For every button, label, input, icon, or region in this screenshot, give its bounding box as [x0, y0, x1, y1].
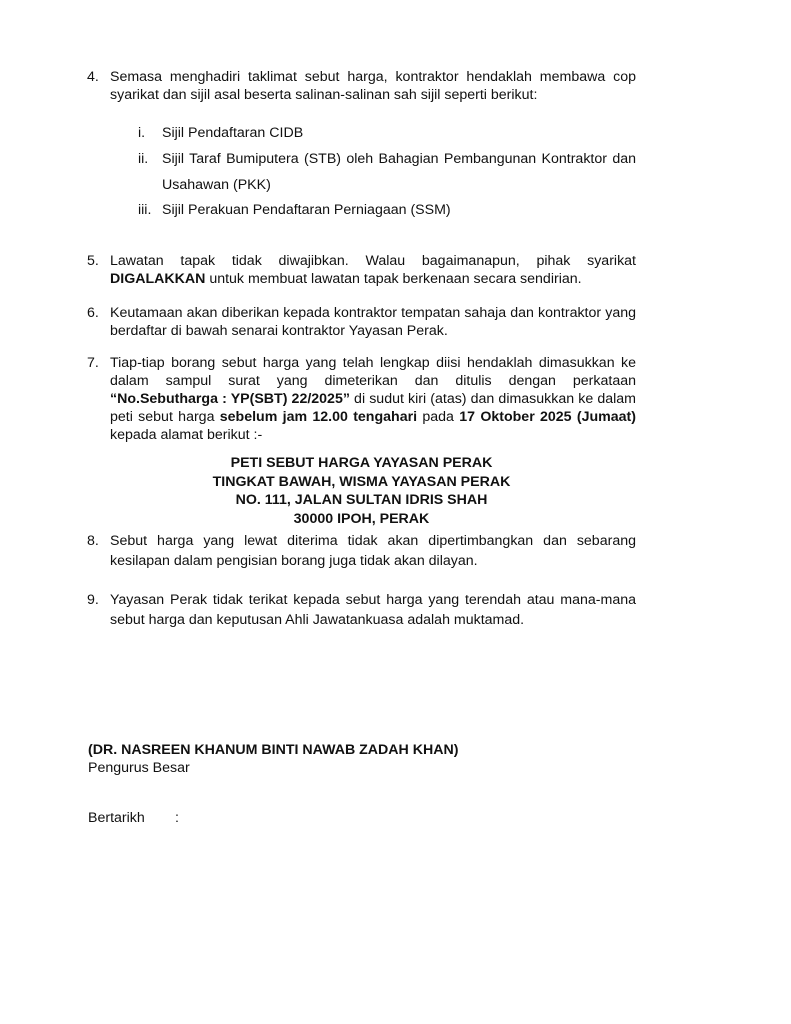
text-run: pada [417, 409, 460, 425]
signatory-name: (DR. NASREEN KHANUM BINTI NAWAB ZADAH KHAN) [88, 742, 459, 758]
signatory-title: Pengurus Besar [88, 760, 190, 776]
clause-text: Keutamaan akan diberikan kepada kontraktor tempatan sahaja dan kontraktor yang berdaftar di bawah senarai kontraktor Yayasan Perak. [110, 305, 636, 339]
address-line: PETI SEBUT HARGA YAYASAN PERAK [230, 455, 493, 471]
address-line: NO. 111, JALAN SULTAN IDRIS SHAH [235, 492, 488, 508]
subitem-text: Sijil Taraf Bumiputera (STB) oleh Bahagian Pembangunan Kontraktor dan Usahawan (PKK) [162, 151, 636, 193]
text-run: kepada alamat berikut :- [110, 427, 263, 443]
deadline-date: 17 Oktober 2025 (Jumaat) [459, 409, 636, 425]
subitem-number: ii. [138, 151, 149, 167]
deadline-time: sebelum jam 12.00 tengahari [219, 409, 418, 425]
clause-text [110, 354, 636, 444]
subitem-text: Sijil Perakuan Pendaftaran Perniagaan (SSM) [162, 202, 451, 218]
clause-8 [87, 531, 636, 571]
subitem-2 [138, 147, 636, 199]
clause-5 [87, 252, 636, 288]
clause-9 [87, 590, 636, 630]
clause-4 [87, 68, 636, 104]
address-line: 30000 IPOH, PERAK [293, 510, 430, 527]
subitem-3 [138, 198, 636, 224]
clause-number: 8. [87, 533, 99, 549]
clause-text: Sebut harga yang lewat diterima tidak akan dipertimbangkan dan sebarang kesilapan dalam pengisian borang juga tidak akan dilayan. [110, 533, 636, 569]
clause-text: Semasa menghadiri taklimat sebut harga, kontraktor hendaklah membawa cop syarikat dan sijil asal beserta salinan-salinan sah sijil seperti berikut: [110, 69, 636, 103]
address-line: TINGKAT BAWAH, WISMA YAYASAN PERAK [212, 473, 511, 490]
clause-text [110, 252, 636, 288]
emphasis-text: DIGALAKKAN [110, 271, 206, 287]
clause-number: 4. [87, 69, 99, 85]
text-run: untuk membuat lawatan tapak berkenaan secara sendirian. [205, 271, 582, 287]
text-run: di sudut kiri (atas) dan dimasukkan ke dalam peti sebut harga [110, 391, 636, 425]
subitem-text: Sijil Pendaftaran CIDB [162, 125, 304, 141]
submission-address [87, 454, 636, 528]
clause-number: 6. [87, 305, 99, 321]
clause-number: 5. [87, 253, 99, 269]
subitem-number: iii. [138, 202, 152, 218]
clause-7 [87, 354, 636, 444]
date-label: Bertarikh [88, 810, 145, 826]
clause-number: 7. [87, 355, 99, 371]
date-colon: : [175, 810, 179, 826]
text-run: Lawatan tapak tidak diwajibkan. Walau bagaimanapun, pihak syarikat [110, 253, 636, 269]
reference-number: “No.Sebutharga : YP(SBT) 22/2025” [110, 391, 350, 407]
subitem-number: i. [138, 125, 146, 141]
clause-text: Yayasan Perak tidak terikat kepada sebut harga yang terendah atau mana-mana sebut harga dan keputusan Ahli Jawatankuasa adalah muktamad. [110, 592, 636, 628]
clause-number: 9. [87, 592, 99, 608]
subitem-1 [138, 121, 636, 147]
text-run: Tiap-tiap borang sebut harga yang telah lengkap diisi hendaklah dimasukkan ke dalam sampul surat yang dimeterikan dan ditulis dengan perkataan [110, 355, 636, 389]
clause-6 [87, 304, 636, 340]
